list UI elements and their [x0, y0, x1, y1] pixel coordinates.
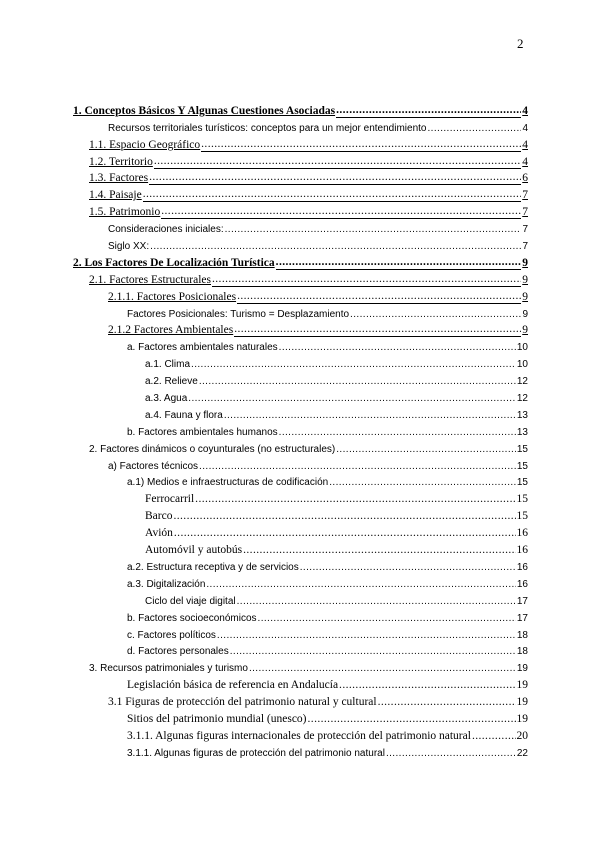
toc-entry-a4-fauna[interactable]: a.4. Fauna y flora ..... 13 [0, 405, 600, 422]
toc-entry-ciclo-viaje[interactable]: Ciclo del viaje digital ..... 17 [0, 591, 600, 608]
toc-entry-a3-agua[interactable]: a.3. Agua ..... 12 [0, 388, 600, 405]
toc-entry-automovil[interactable]: Automóvil y autobús ..... 16 [0, 540, 600, 557]
toc-entry-a1-medios[interactable]: a.1) Medios e infraestructuras de codificación ..... 15 [0, 473, 600, 490]
toc-entry-a2-relieve[interactable]: a.2. Relieve ..... 12 [0, 371, 600, 388]
toc-entry-posicionales-turismo[interactable]: Factores Posicionales: Turismo = Desplazamiento ..... 9 [0, 304, 600, 321]
toc-entry-a1-clima[interactable]: a.1. Clima ..... 10 [0, 354, 600, 371]
toc-entry-recursos[interactable]: Recursos territoriales turísticos: conceptos para un mejor entendimiento ..... 4 [0, 118, 600, 135]
toc-entry-b-socioeconomicos[interactable]: b. Factores socioeconómicos ..... 17 [0, 608, 600, 625]
toc-entry-a-tecnicos[interactable]: a) Factores técnicos ..... 15 [0, 456, 600, 473]
toc-entry-1-5[interactable]: 1.5. Patrimonio ..... 7 [0, 202, 600, 219]
page-number: 2 [517, 36, 524, 51]
toc-entry-1-1[interactable]: 1.1. Espacio Geográfico ..... 4 [0, 135, 600, 152]
toc-entry-1-4[interactable]: 1.4. Paisaje ..... 7 [0, 185, 600, 202]
toc-entry-3-1[interactable]: 3.1 Figuras de protección del patrimonio natural y cultural ..... 19 [0, 692, 600, 709]
toc-entry-barco[interactable]: Barco ..... 15 [0, 506, 600, 523]
toc-entry-a-naturales[interactable]: a. Factores ambientales naturales ..... 10 [0, 337, 600, 354]
toc-entry-2-1-2[interactable]: 2.1.2 Factores Ambientales ..... 9 [0, 321, 600, 338]
toc-entry-legislacion[interactable]: Legislación básica de referencia en Andalucía ..... 19 [0, 675, 600, 692]
toc-entry-a2-estructura[interactable]: a.2. Estructura receptiva y de servicios ..... 16 [0, 557, 600, 574]
toc-entry-a3-digitalizacion[interactable]: a.3. Digitalización ..... 16 [0, 574, 600, 591]
toc-entry-sitios-unesco[interactable]: Sitios del patrimonio mundial (unesco) ..... 19 [0, 709, 600, 726]
toc-entry-2-1[interactable]: 2.1. Factores Estructurales ..... 9 [0, 270, 600, 287]
toc-entry-2-dinamicos[interactable]: 2. Factores dinámicos o coyunturales (no estructurales) ..... 15 [0, 439, 600, 456]
toc-entry-3-1-1-figuras[interactable]: 3.1.1. Algunas figuras de protección del patrimonio natural ..... 22 [0, 743, 600, 760]
toc-entry-d-personales[interactable]: d. Factores personales ..... 18 [0, 642, 600, 659]
toc-entry-1-2[interactable]: 1.2. Territorio ..... 4 [0, 152, 600, 169]
toc-entry-c-politicos[interactable]: c. Factores políticos ..... 18 [0, 625, 600, 642]
toc-entry-ferrocarril[interactable]: Ferrocarril ..... 15 [0, 489, 600, 506]
table-of-contents [0, 101, 600, 760]
toc-entry-3-1-1-internacionales[interactable]: 3.1.1. Algunas figuras internacionales de protección del patrimonio natural ..... 20 [0, 726, 600, 743]
toc-entry-2[interactable]: 2. Los Factores De Localización Turística ..... 9 [0, 253, 600, 270]
toc-entry-consideraciones[interactable]: Consideraciones iniciales: ..... 7 [0, 219, 600, 236]
toc-entry-1-3[interactable]: 1.3. Factores ..... 6 [0, 169, 600, 186]
toc-entry-2-1-1[interactable]: 2.1.1. Factores Posicionales ..... 9 [0, 287, 600, 304]
toc-entry-avion[interactable]: Avión ..... 16 [0, 523, 600, 540]
toc-entry-3-recursos[interactable]: 3. Recursos patrimoniales y turismo ..... 19 [0, 658, 600, 675]
toc-entry-siglo-xx[interactable]: Siglo XX: ..... 7 [0, 236, 600, 253]
toc-entry-b-humanos[interactable]: b. Factores ambientales humanos ..... 13 [0, 422, 600, 439]
toc-entry-1[interactable]: 1. Conceptos Básicos Y Algunas Cuestiones Asociadas ..... 4 [0, 101, 600, 118]
